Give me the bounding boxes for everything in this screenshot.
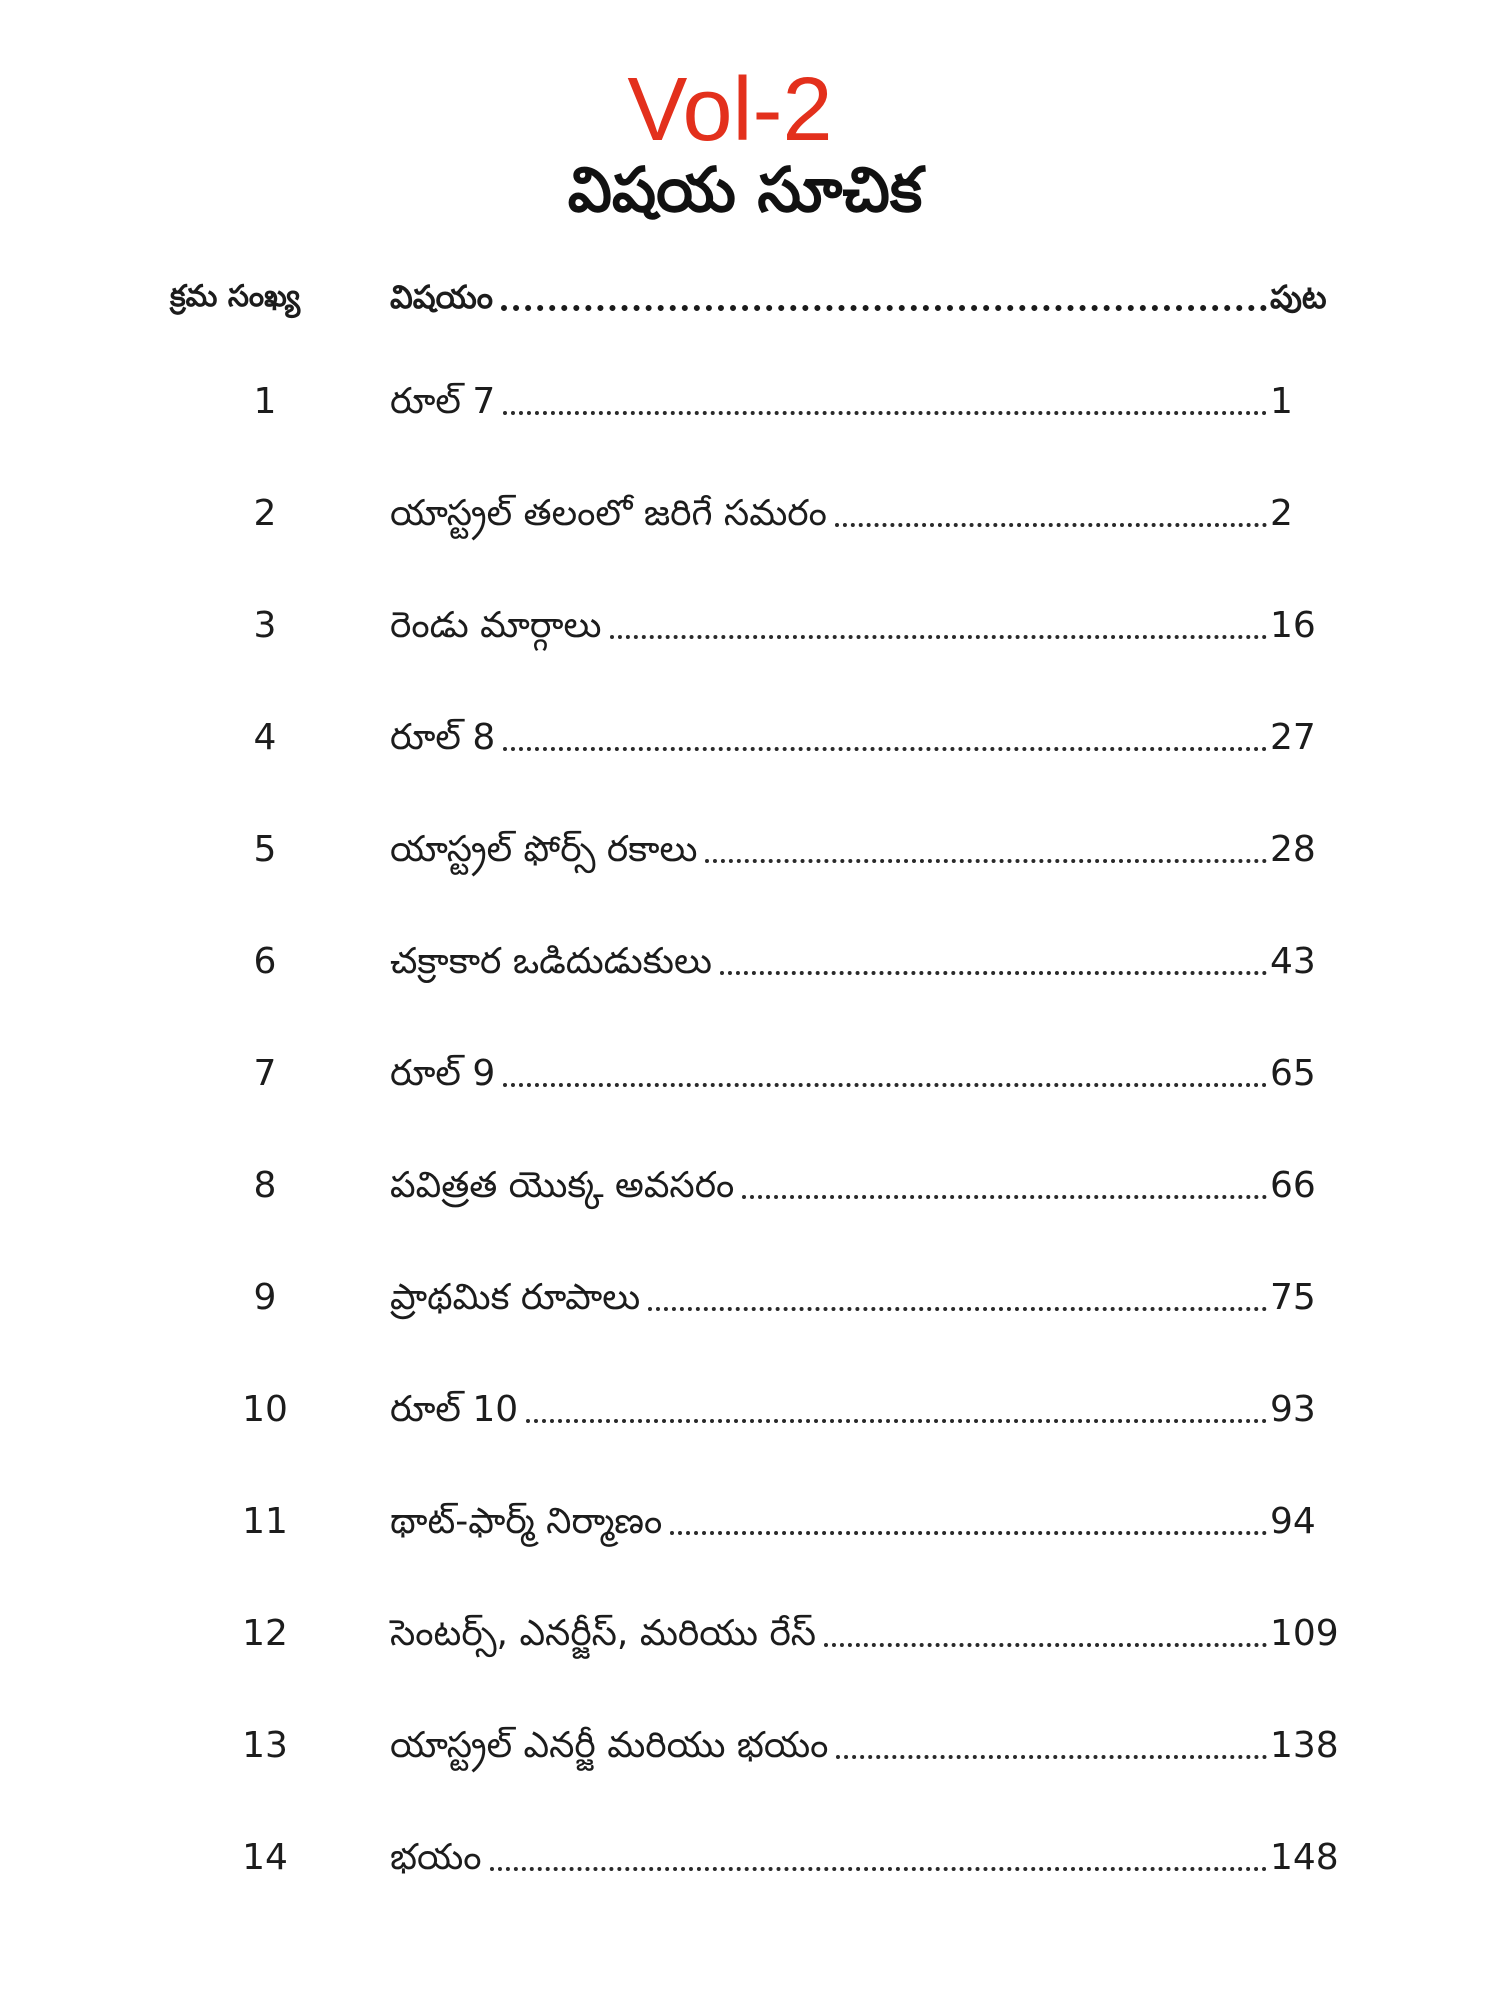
- dot-leader: [501, 305, 1267, 311]
- entry-page: 65: [1270, 1053, 1316, 1094]
- header-number-label: క్రమ సంఖ్య: [170, 279, 301, 314]
- entry-number: 3: [253, 605, 277, 646]
- toc-row: [0, 479, 1500, 549]
- entry-title: యాస్ట్రల్ తలంలో జరిగే సమరం: [390, 493, 827, 534]
- entry-number: 4: [253, 717, 277, 758]
- entry-title: థాట్-ఫార్మ్ నిర్మాణం: [390, 1501, 663, 1542]
- entry-page: 1: [1270, 381, 1293, 422]
- entry-number: 11: [242, 1501, 288, 1542]
- dot-leader: [835, 523, 1267, 527]
- entry-title-cell: [390, 1711, 1275, 1781]
- entry-title: రూల్ 10: [390, 1389, 519, 1430]
- entry-title: పవిత్రత యొక్క అవసరం: [390, 1165, 735, 1206]
- toc-row: [0, 815, 1500, 885]
- toc-row: [0, 1599, 1500, 1669]
- entry-title-cell: [390, 1375, 1275, 1445]
- entry-title-cell: [390, 1151, 1275, 1221]
- entry-page: 43: [1270, 941, 1316, 982]
- entry-number: 2: [253, 493, 277, 534]
- entry-page: 138: [1270, 1725, 1339, 1766]
- toc-row: [0, 1263, 1500, 1333]
- header-page-label: పుట: [1270, 278, 1327, 316]
- dot-leader: [670, 1531, 1267, 1535]
- header-subject-cell: [390, 262, 1275, 332]
- entry-title-cell: [390, 367, 1275, 437]
- entry-title: రూల్ 7: [390, 381, 496, 422]
- toc-row: [0, 1375, 1500, 1445]
- entry-title-cell: [390, 703, 1275, 773]
- entry-number: 12: [242, 1613, 288, 1654]
- toc-row: [0, 1711, 1500, 1781]
- toc-row: [0, 927, 1500, 997]
- dot-leader: [503, 411, 1267, 415]
- entry-number: 7: [253, 1053, 277, 1094]
- entry-page: 2: [1270, 493, 1293, 534]
- toc-row: [0, 367, 1500, 437]
- header-subject-label: విషయం: [390, 278, 493, 316]
- dot-leader: [836, 1755, 1267, 1759]
- toc-row: [0, 703, 1500, 773]
- entry-page: 94: [1270, 1501, 1316, 1542]
- entry-title: ప్రాథమిక రూపాలు: [390, 1277, 641, 1318]
- entry-number: 10: [242, 1389, 288, 1430]
- entry-number: 9: [253, 1277, 277, 1318]
- entry-title-cell: [390, 1263, 1275, 1333]
- entry-number: 8: [253, 1165, 277, 1206]
- dot-leader: [705, 859, 1267, 863]
- entry-page: 148: [1270, 1837, 1339, 1878]
- entry-title-cell: [390, 927, 1275, 997]
- toc-row: [0, 1039, 1500, 1109]
- entry-number: 5: [253, 829, 277, 870]
- entry-page: 27: [1270, 717, 1316, 758]
- entry-title: చక్రాకార ఒడిదుడుకులు: [390, 941, 712, 982]
- entry-number: 1: [253, 381, 277, 422]
- dot-leader: [503, 1083, 1267, 1087]
- entry-number: 14: [242, 1837, 288, 1878]
- entry-title: రూల్ 8: [390, 717, 496, 758]
- entry-title: రెండు మార్గాలు: [390, 605, 602, 646]
- dot-leader: [526, 1419, 1267, 1423]
- entry-number: 13: [242, 1725, 288, 1766]
- dot-leader: [490, 1867, 1267, 1871]
- entry-title-cell: [390, 1039, 1275, 1109]
- entry-title-cell: [390, 479, 1275, 549]
- dot-leader: [610, 635, 1268, 639]
- entry-page: 75: [1270, 1277, 1316, 1318]
- entry-title: యాస్ట్రల్ ఫోర్స్ రకాలు: [390, 829, 698, 870]
- entry-page: 66: [1270, 1165, 1316, 1206]
- entry-title: సెంటర్స్, ఎనర్జీస్, మరియు రేస్: [390, 1613, 817, 1654]
- dot-leader: [824, 1643, 1267, 1647]
- toc-row: [0, 1151, 1500, 1221]
- entry-title: భయం: [390, 1837, 482, 1878]
- entry-title-cell: [390, 1487, 1275, 1557]
- entry-page: 28: [1270, 829, 1316, 870]
- entry-title-cell: [390, 1599, 1275, 1669]
- entry-page: 93: [1270, 1389, 1316, 1430]
- dot-leader: [648, 1307, 1267, 1311]
- entry-title: రూల్ 9: [390, 1053, 496, 1094]
- entry-title-cell: [390, 591, 1275, 661]
- entry-title: యాస్ట్రల్ ఎనర్జీ మరియు భయం: [390, 1725, 829, 1766]
- entry-title-cell: [390, 1823, 1275, 1893]
- toc-row: [0, 1487, 1500, 1557]
- entry-number: 6: [253, 941, 277, 982]
- toc-header: [0, 262, 1500, 332]
- entry-title-cell: [390, 815, 1275, 885]
- entry-page: 109: [1270, 1613, 1339, 1654]
- dot-leader: [503, 747, 1267, 751]
- toc-row: [0, 591, 1500, 661]
- dot-leader: [720, 971, 1267, 975]
- entry-page: 16: [1270, 605, 1316, 646]
- toc-row: [0, 1823, 1500, 1893]
- dot-leader: [742, 1195, 1267, 1199]
- volume-label: Vol-2: [627, 60, 833, 160]
- page-title: విషయ సూచిక: [567, 153, 923, 226]
